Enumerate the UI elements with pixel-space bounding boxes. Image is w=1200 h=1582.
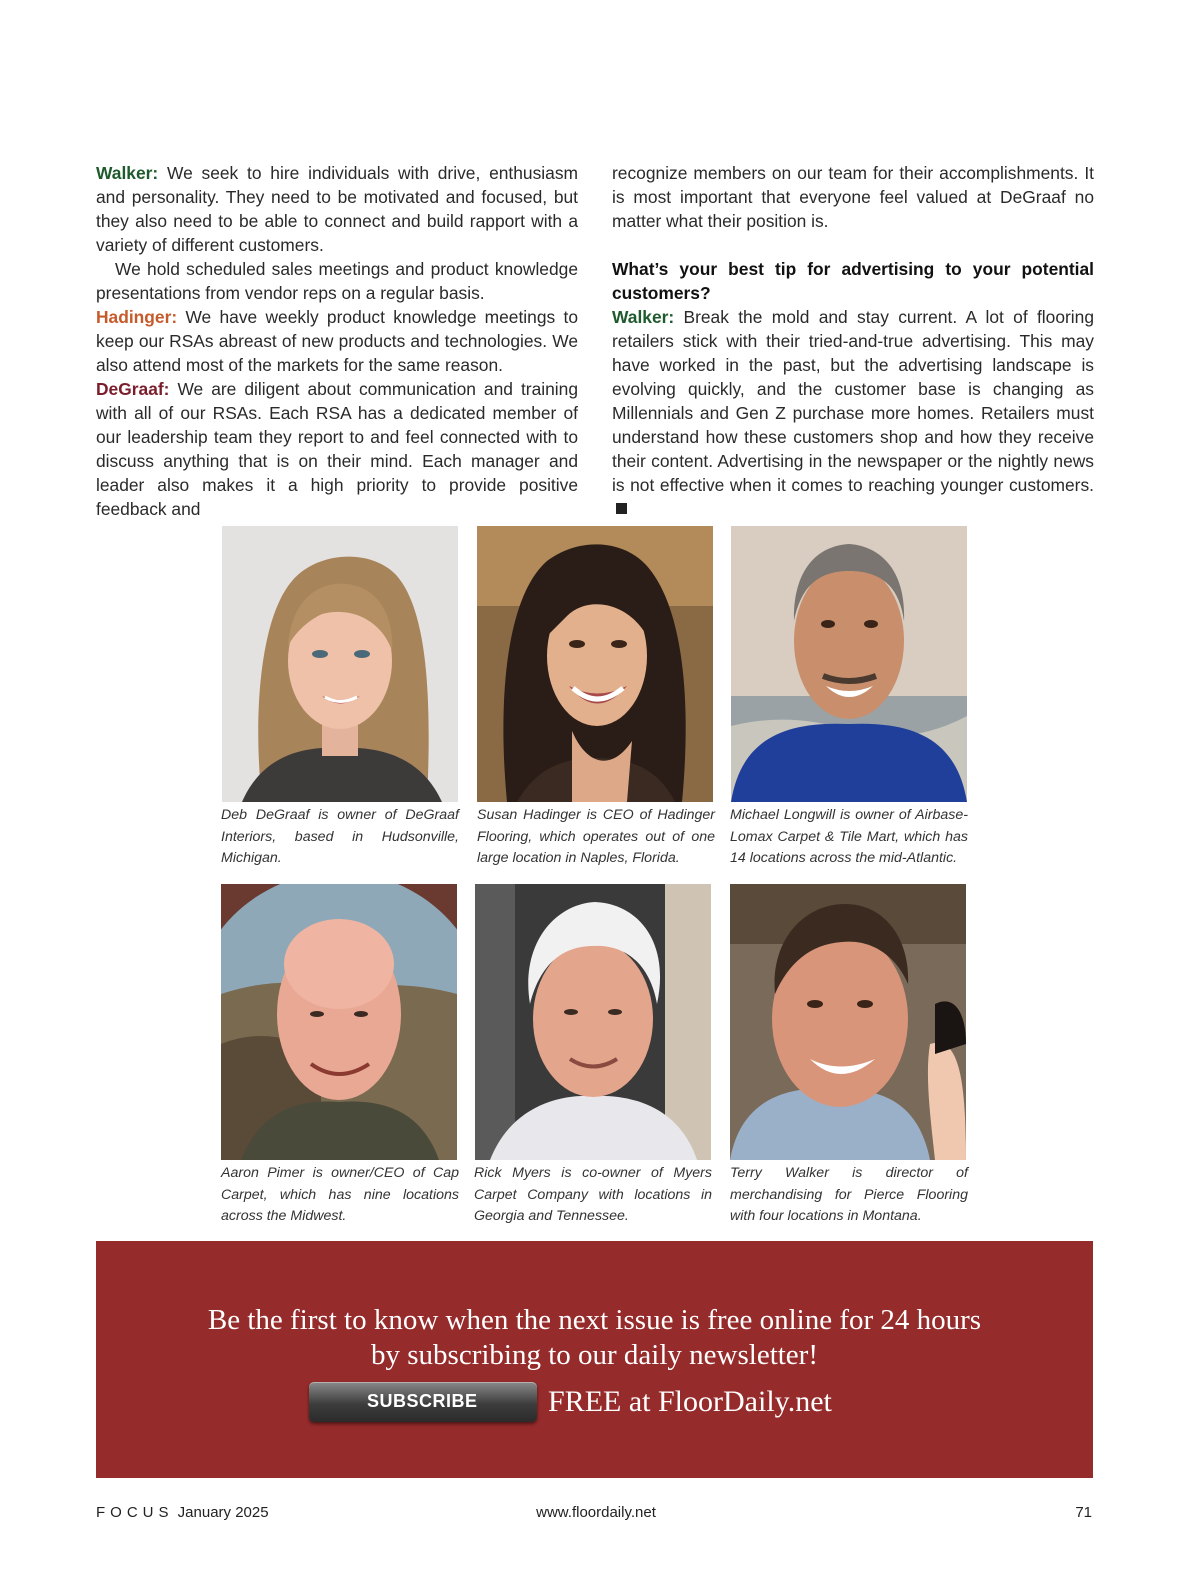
page-number: 71 [1075,1504,1092,1521]
newsletter-banner [96,1241,1093,1478]
portrait-rick-myers [475,884,711,1160]
paragraph-walker-advertising: Walker: Break the mold and stay current. A lot of flooring retailers stick with their tried-and-true advertising. This may have worked in the past, but the advertising landscape is evolving quickly, and the customer base is changing as Millennials and Gen Z purchase more homes. Retailers must understand how these customers shop and how they receive their content. Advertising in the newspaper or the nightly news is not effective when it comes to reaching younger customers. [612,305,1094,521]
footer-date: January 2025 [177,1504,269,1521]
speaker-walker: Walker: [612,307,675,327]
speaker-hadinger: Hadinger: [96,307,178,327]
caption-susan-hadinger: Susan Hadinger is CEO of Hadinger Flooring, which operates out of one large location in Naples, Florida. [477,807,715,866]
floordaily-link[interactable]: FREE at FloorDaily.net [548,1385,832,1418]
footer-magazine: FOCUS [96,1504,174,1521]
paragraph-degraaf: DeGraaf: We are diligent about communication and training with all of our RSAs. Each RSA has a dedicated member of our leadership team they report to and feel connected with to discuss anything that is on their mind. Each manager and leader also makes it a high priority to provide positive feedback and [96,379,578,519]
portrait-terry-walker [730,884,966,1160]
caption-michael-longwill: Michael Longwill is owner of Airbase-Lomax Carpet & Tile Mart, which has 14 locations across the mid-Atlantic. [730,807,968,866]
article-left-column [96,161,578,521]
interview-question: What’s your best tip for advertising to your potential customers? [612,259,1094,303]
paragraph-walker-hiring: Walker: We seek to hire individuals with drive, enthusiasm and personality. They need to be motivated and focused, but they also need to be able to connect and build rapport with a variety of different customers. [96,163,578,255]
paragraph-degraaf-continued: recognize members on our team for their accomplishments. It is most important that everyone feel valued at DeGraaf no matter what their position is. [612,163,1094,231]
paragraph-hadinger: Hadinger: We have weekly product knowledge meetings to keep our RSAs abreast of new products and technologies. We also attend most of the markets for the same reason. [96,307,578,375]
footer-url[interactable]: www.floordaily.net [536,1504,656,1521]
banner-line-1: Be the first to know when the next issue is free online for 24 hours [207,1304,982,1336]
portrait-michael-longwill [731,526,967,802]
speaker-walker: Walker: [96,163,159,183]
banner-line-2: by subscribing to our daily newsletter! [371,1339,818,1371]
caption-aaron-pimer: Aaron Pimer is owner/CEO of Cap Carpet, which has nine locations across the Midwest. [221,1165,459,1224]
banner-message [96,1303,1093,1373]
caption-deb-degraaf: Deb DeGraaf is owner of DeGraaf Interiors, based in Hudsonville, Michigan. [221,807,459,866]
article-right-column [612,161,1094,521]
caption-terry-walker: Terry Walker is director of merchandising for Pierce Flooring with four locations in Montana. [730,1165,968,1224]
caption-rick-myers: Rick Myers is co-owner of Myers Carpet Company with locations in Georgia and Tennessee. [474,1165,712,1224]
portrait-aaron-pimer [221,884,457,1160]
portrait-deb-degraaf [222,526,458,802]
portrait-susan-hadinger [477,526,713,802]
paragraph-sales-meetings: We hold scheduled sales meetings and product knowledge presentations from vendor reps on a regular basis. [96,259,578,303]
subscribe-button[interactable]: SUBSCRIBE [309,1382,537,1422]
speaker-degraaf: DeGraaf: [96,379,170,399]
end-of-article-mark [616,503,627,514]
